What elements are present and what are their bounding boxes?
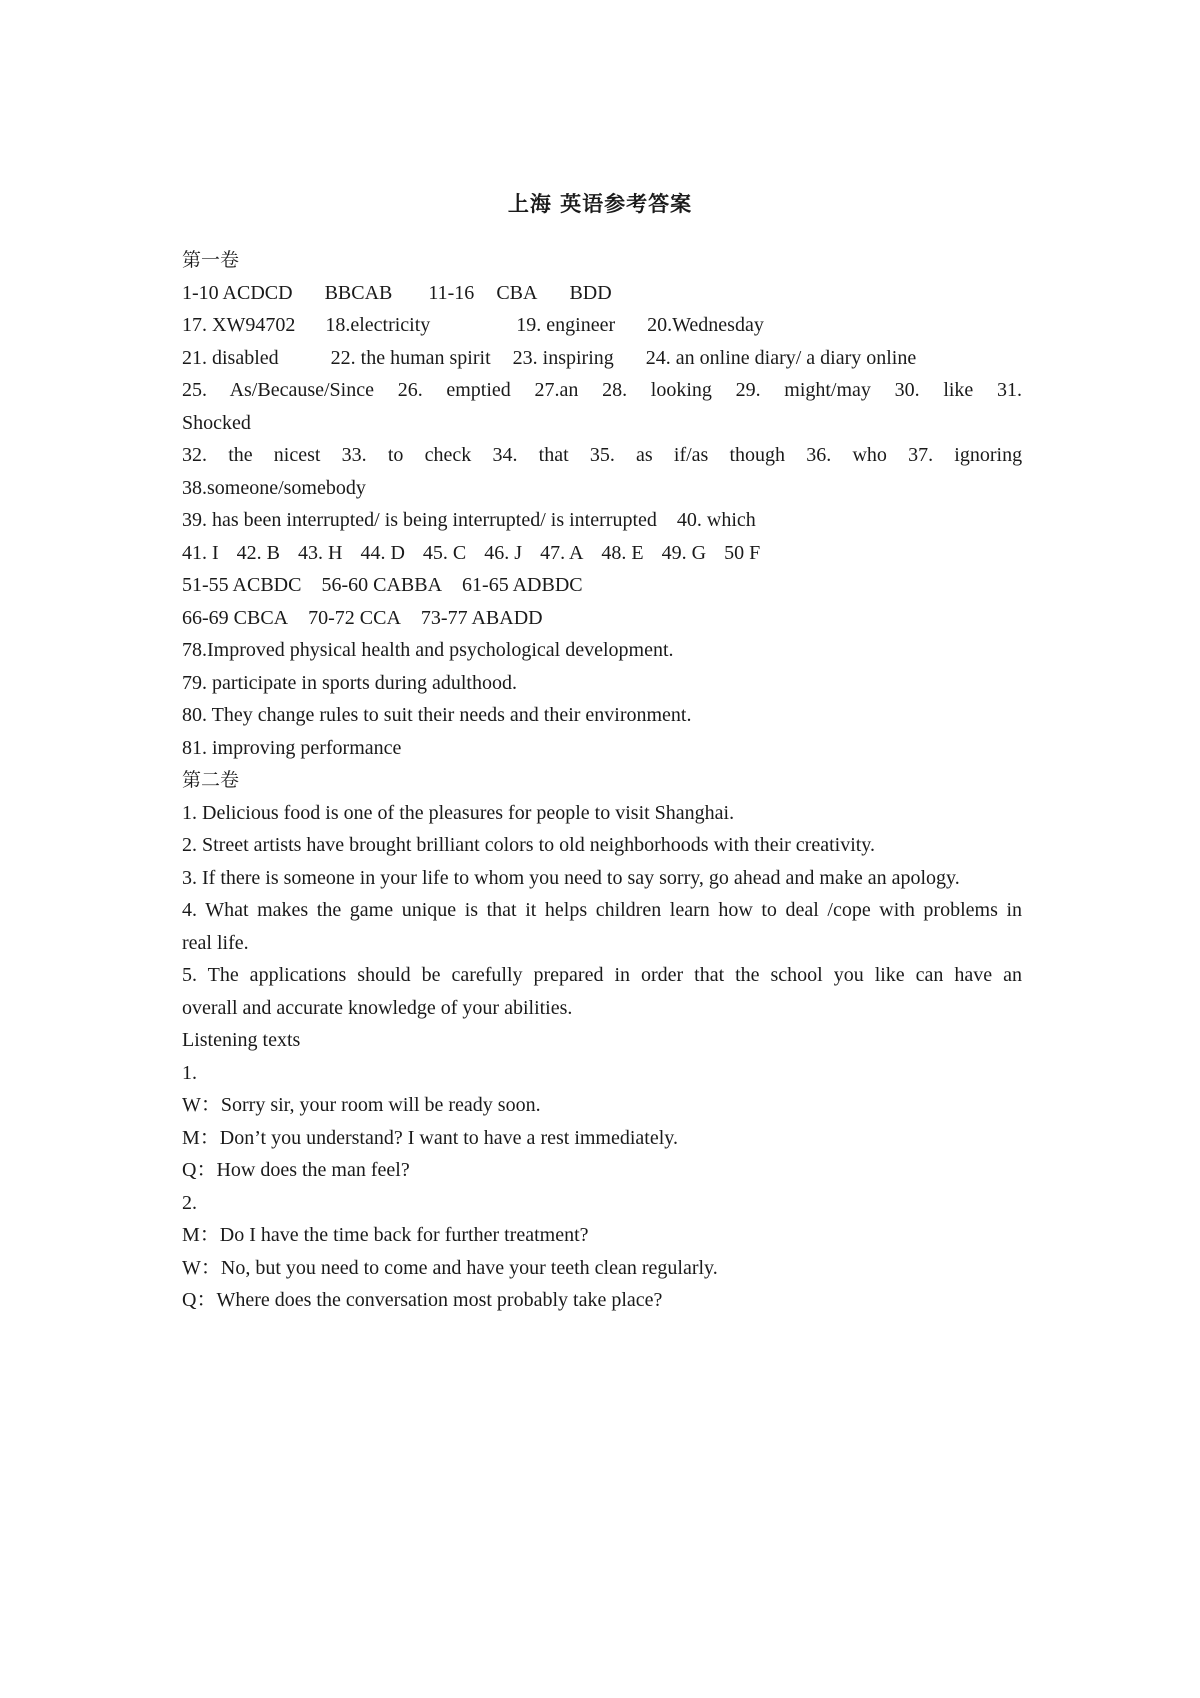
answer-item: 26. emptied [397, 379, 511, 401]
answer-item: 35. as if/as though [589, 444, 786, 466]
answer-item: 43. H [298, 541, 343, 564]
answer-80: 80. They change rules to suit their needs and their environment. [182, 704, 692, 726]
dialogue-2-question: Q：Where does the conversation most probably take place? [182, 1289, 663, 1311]
answer-78: 78.Improved physical health and psychological development. [182, 639, 674, 661]
dialogue-2-man: M：Do I have the time back for further treatment? [182, 1224, 589, 1246]
answer-content [182, 244, 1022, 1317]
answer-row-31-cont: Shocked [182, 411, 251, 434]
answer-item: 31. [997, 379, 1022, 401]
answer-item: 40. which [676, 509, 756, 531]
answer-row-32-37 [182, 439, 1022, 472]
answer-item: 22. the human spirit [330, 346, 491, 369]
answer-item: BBCAB [324, 281, 393, 304]
answer-item: 39. has been interrupted/ is being interrupted/ is interrupted [182, 509, 657, 531]
answer-item: 41. I [182, 541, 219, 564]
dialogue-1-number: 1. [182, 1061, 197, 1084]
answer-item: 28. looking [602, 379, 712, 401]
answer-79: 79. participate in sports during adulthood. [182, 671, 517, 694]
answer-item: 48. E [601, 541, 644, 564]
section1-heading: 第一卷 [182, 249, 240, 271]
answer-item: 30. like [894, 379, 974, 401]
answer-item: 66-69 CBCA [182, 606, 289, 629]
translation-2: 2. Street artists have brought brilliant colors to old neighborhoods with their creativity. [182, 834, 876, 856]
translation-5-cont: overall and accurate knowledge of your abilities. [182, 996, 573, 1019]
answer-row-41-50 [182, 537, 1022, 570]
answer-item: 50 F [724, 541, 761, 564]
answer-item: 37. ignoring [908, 444, 1023, 466]
answer-item: 32. the nicest [182, 444, 321, 466]
page-title: 上海 英语参考答案 [507, 192, 693, 216]
answer-item: 27.an [534, 379, 579, 401]
translation-3: 3. If there is someone in your life to whom you need to say sorry, go ahead and make an apology. [182, 866, 960, 889]
answer-row-17-20 [182, 309, 1022, 342]
translation-4-cont: real life. [182, 931, 249, 954]
answer-row-51-65 [182, 569, 1022, 602]
translation-5: 5. The applications should be carefully prepared in order that the school you like can have an [182, 964, 1022, 986]
answer-item: 21. disabled [182, 346, 279, 369]
answer-item: 44. D [360, 541, 405, 564]
answer-item: 42. B [236, 541, 281, 564]
answer-item: 47. A [540, 541, 584, 564]
answer-item: 45. C [422, 541, 467, 564]
answer-item: 33. to check [341, 444, 472, 466]
dialogue-2-number: 2. [182, 1191, 197, 1214]
section2-heading: 第二卷 [182, 769, 240, 791]
dialogue-2-woman: W：No, but you need to come and have your teeth clean regularly. [182, 1256, 718, 1279]
answer-item: 1-10 ACDCD [182, 281, 293, 304]
listening-heading: Listening texts [182, 1029, 301, 1051]
answer-row-39-40 [182, 504, 1022, 537]
answer-item: 36. who [806, 444, 887, 466]
answer-item: 19. engineer [516, 314, 616, 336]
answer-item: 70-72 CCA [308, 606, 401, 629]
answer-item: 24. an online diary/ a diary online [645, 346, 917, 369]
answer-item: 56-60 CABBA [321, 574, 443, 596]
answer-item: 34. that [492, 444, 569, 466]
answer-row-21-24 [182, 342, 1022, 375]
answer-item: 73-77 ABADD [420, 606, 543, 629]
answer-item: CBA [496, 281, 538, 304]
answer-item: 46. J [484, 541, 523, 564]
answer-row-25-31 [182, 374, 1022, 407]
answer-item: 25. As/Because/Since [182, 379, 374, 401]
answer-row-66-77 [182, 602, 1022, 635]
dialogue-1-question: Q：How does the man feel? [182, 1159, 410, 1181]
translation-1: 1. Delicious food is one of the pleasures for people to visit Shanghai. [182, 801, 735, 824]
answer-item: 20.Wednesday [647, 314, 764, 336]
translation-4: 4. What makes the game unique is that it helps children learn how to deal /cope with problems in [182, 899, 1022, 921]
answer-item: 23. inspiring [512, 346, 614, 369]
dialogue-1-man: M：Don’t you understand? I want to have a rest immediately. [182, 1126, 678, 1149]
answer-row-38: 38.someone/somebody [182, 476, 366, 499]
answer-item: 51-55 ACBDC [182, 574, 302, 596]
dialogue-1-woman: W：Sorry sir, your room will be ready soon. [182, 1094, 541, 1116]
answer-81: 81. improving performance [182, 736, 402, 759]
answer-item: 18.electricity [325, 314, 431, 336]
answer-row-1-16 [182, 277, 1022, 310]
answer-item: 29. might/may [735, 379, 871, 401]
answer-item: 61-65 ADBDC [462, 574, 583, 596]
answer-item: 11-16 [428, 281, 475, 304]
answer-item: BDD [569, 281, 612, 304]
answer-item: 49. G [661, 541, 707, 564]
answer-item: 17. XW94702 [182, 314, 296, 336]
